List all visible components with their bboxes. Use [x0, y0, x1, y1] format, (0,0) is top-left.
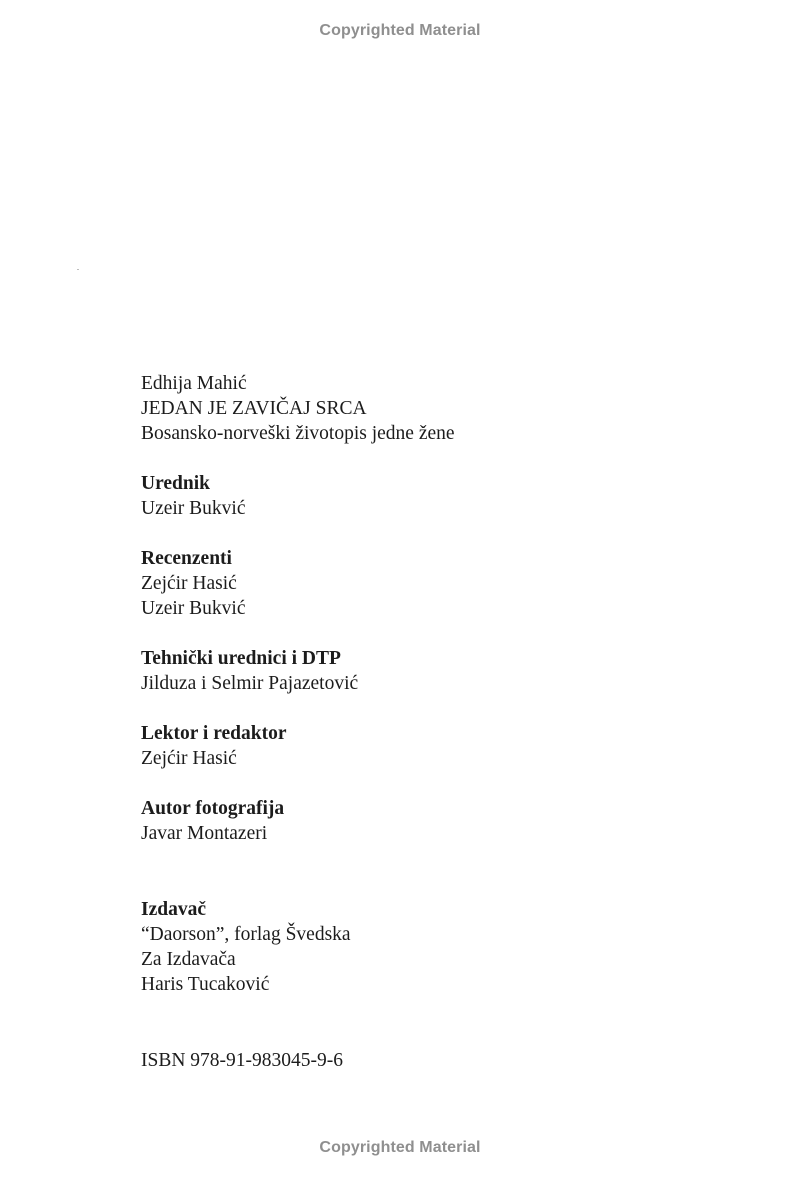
technical-editors-label: Tehnički urednici i DTP	[141, 648, 341, 669]
publisher-label: Izdavač	[141, 899, 206, 920]
reviewers-label: Recenzenti	[141, 548, 232, 569]
book-title: JEDAN JE ZAVIČAJ SRCA	[141, 398, 367, 419]
editor-credit	[141, 471, 741, 521]
reviewers-credit	[141, 546, 741, 621]
publisher-name: “Daorson”, forlag Švedska	[141, 924, 351, 945]
for-publisher-name: Haris Tucaković	[141, 974, 270, 995]
book-subtitle: Bosansko-norveški životopis jedne žene	[141, 423, 455, 444]
proofreader-label: Lektor i redaktor	[141, 723, 287, 744]
editor-name: Uzeir Bukvić	[141, 498, 246, 519]
colophon	[141, 371, 741, 1073]
proofreader-name: Zejćir Hasić	[141, 748, 237, 769]
author-name: Edhija Mahić	[141, 373, 247, 394]
technical-editors-credit	[141, 646, 741, 696]
reviewer-name: Uzeir Bukvić	[141, 598, 246, 619]
photography-label: Autor fotografija	[141, 798, 285, 819]
editor-label: Urednik	[141, 473, 210, 494]
proofreader-credit	[141, 721, 741, 771]
photographer-name: Javar Montazeri	[141, 823, 268, 844]
copyright-watermark-bottom: Copyrighted Material	[319, 1139, 481, 1156]
for-publisher-label: Za Izdavača	[141, 949, 236, 970]
technical-editors-names: Jilduza i Selmir Pajazetović	[141, 673, 359, 694]
photography-credit	[141, 796, 741, 846]
reviewer-name: Zejćir Hasić	[141, 573, 237, 594]
isbn: ISBN 978-91-983045-9-6	[141, 1050, 344, 1071]
scan-speck	[77, 269, 79, 270]
copyright-watermark-top: Copyrighted Material	[319, 22, 481, 39]
book-info	[141, 371, 741, 446]
publisher-credit	[141, 897, 741, 997]
